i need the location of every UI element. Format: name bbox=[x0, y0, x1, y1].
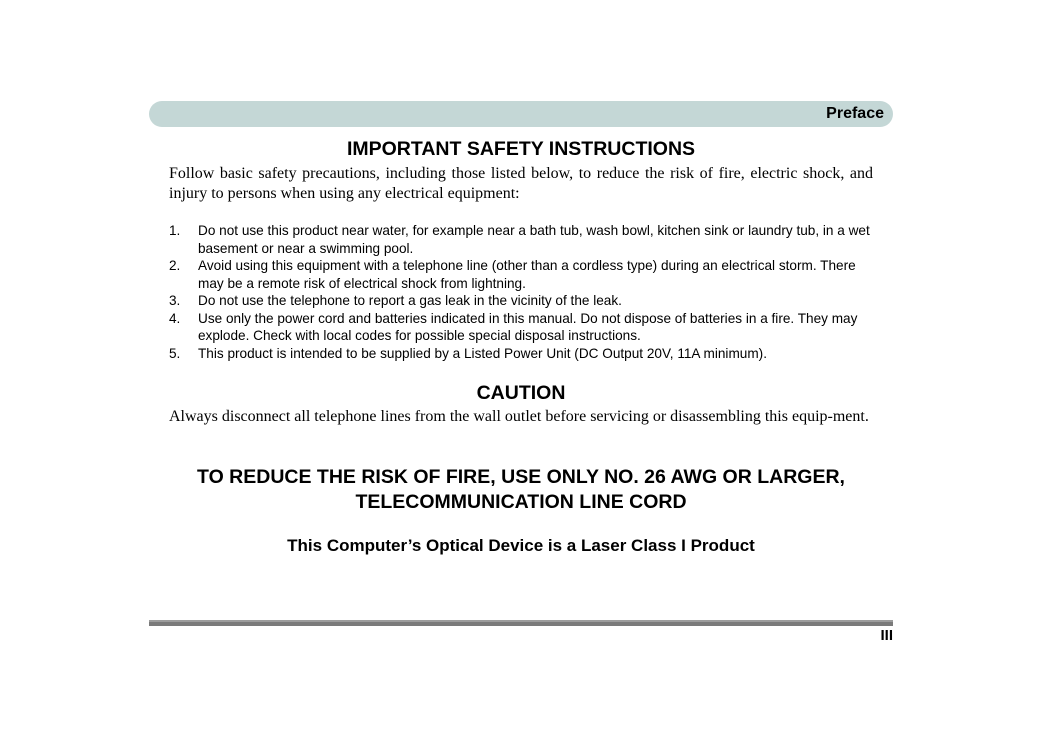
safety-intro: Follow basic safety precautions, including those listed below, to reduce the risk of fire, electric shock, and injury to persons when using any electrical equipment: bbox=[169, 165, 873, 202]
caution-title: CAUTION bbox=[476, 382, 566, 404]
list-item-text: This product is intended to be supplied by a Listed Power Unit (DC Output 20V, 11A minimum). bbox=[198, 345, 767, 361]
list-item-text: Do not use this product near water, for example near a bath tub, wash bowl, kitchen sink or laundry tub, in a wet basement or near a swimming pool. bbox=[198, 223, 870, 256]
list-item bbox=[169, 257, 879, 292]
list-item bbox=[169, 345, 879, 363]
footer-divider bbox=[149, 620, 893, 626]
section-label: Preface bbox=[826, 105, 884, 122]
list-item-number: 5. bbox=[169, 345, 181, 361]
caution-text: Always disconnect all telephone lines from the wall outlet before servicing or disassembling this equip-ment. bbox=[169, 408, 869, 425]
safety-list bbox=[169, 222, 879, 362]
page-number: III bbox=[880, 627, 893, 644]
list-item-number: 1. bbox=[169, 223, 181, 238]
list-item-number: 4. bbox=[169, 310, 181, 326]
header-bar bbox=[149, 101, 893, 127]
list-item-text: Avoid using this equipment with a telephone line (other than a cordless type) during an electrical storm. There may be a remote risk of electrical shock from lightning. bbox=[198, 258, 856, 291]
safety-title: IMPORTANT SAFETY INSTRUCTIONS bbox=[346, 138, 696, 160]
list-item-text: Do not use the telephone to report a gas leak in the vicinity of the leak. bbox=[198, 293, 622, 308]
laser-class-notice: This Computer’s Optical Device is a Laser Class I Product bbox=[287, 536, 755, 555]
list-item-number: 3. bbox=[169, 293, 181, 308]
list-item-text: Use only the power cord and batteries indicated in this manual. Do not dispose of batteries in a fire. They may explode. Check with local codes for possible special disposal instructions. bbox=[198, 310, 858, 343]
list-item bbox=[169, 292, 879, 310]
list-item bbox=[169, 222, 879, 257]
line-cord-warning: TO REDUCE THE RISK OF FIRE, USE ONLY NO. 26 AWG OR LARGER, TELECOMMUNICATION LINE CORD bbox=[197, 466, 845, 513]
list-item-number: 2. bbox=[169, 258, 181, 273]
list-item bbox=[169, 310, 879, 345]
